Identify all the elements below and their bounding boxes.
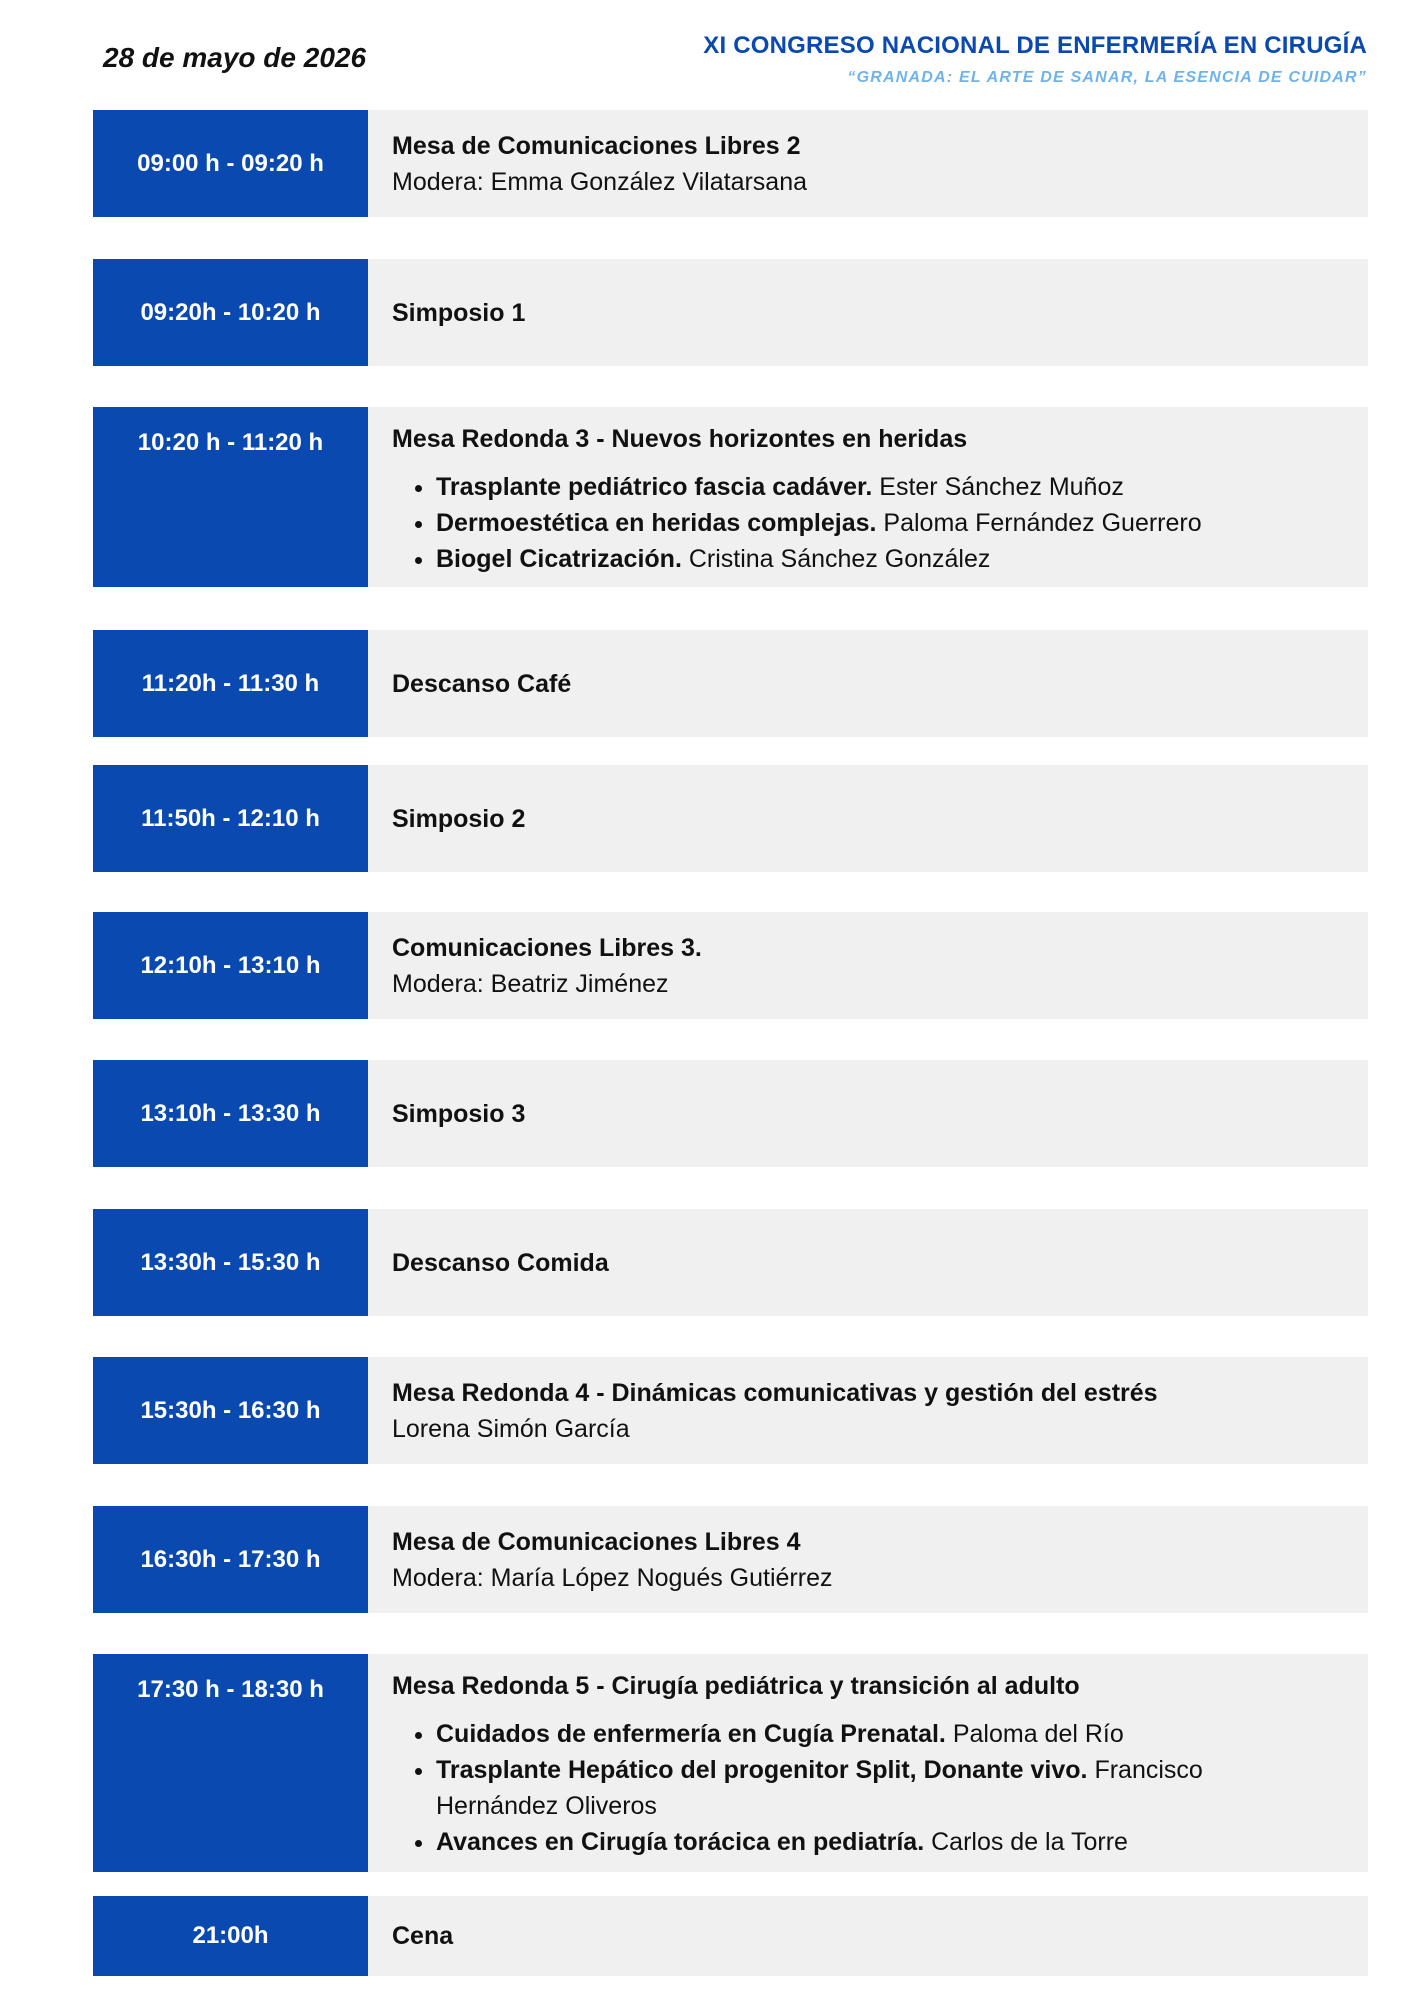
schedule-row [93, 407, 1368, 587]
list-item [436, 505, 1368, 541]
talk-speaker: Francisco Hernández Oliveros [436, 1756, 1203, 1820]
session-title: Simposio 2 [392, 804, 526, 833]
talk-list [392, 1716, 1368, 1860]
congress-title: XI CONGRESO NACIONAL DE ENFERMERÍA EN CIRUGÍA [703, 32, 1367, 59]
session-title: Mesa de Comunicaciones Libres 4 [392, 1527, 801, 1556]
congress-motto: “GRANADA: EL ARTE DE SANAR, LA ESENCIA DE CUIDAR” [847, 69, 1367, 86]
schedule-row [93, 1357, 1368, 1464]
schedule-row [93, 110, 1368, 217]
time-slot: 09:20h - 10:20 h [93, 259, 368, 366]
talk-topic: Trasplante pediátrico fascia cadáver. [436, 473, 873, 501]
talk-topic: Biogel Cicatrización. [436, 545, 682, 573]
session-moderator: Modera: María López Nogués Gutiérrez [392, 1563, 833, 1592]
time-slot: 12:10h - 13:10 h [93, 912, 368, 1019]
session-title: Cena [392, 1922, 454, 1950]
session-title: Mesa de Comunicaciones Libres 2 [392, 131, 801, 160]
talk-topic: Avances en Cirugía torácica en pediatría. [436, 1828, 925, 1856]
session-moderator: Modera: Beatriz Jiménez [392, 969, 669, 998]
talk-topic: Trasplante Hepático del progenitor Split, Donante vivo. [436, 1756, 1088, 1784]
list-item [436, 1716, 1368, 1752]
schedule-row [93, 1209, 1368, 1316]
session-title: Descanso Café [392, 669, 572, 698]
session-title: Mesa Redonda 3 - Nuevos horizontes en heridas [392, 425, 968, 453]
time-slot: 17:30 h - 18:30 h [93, 1654, 368, 1872]
schedule-row [93, 1506, 1368, 1613]
time-slot: 15:30h - 16:30 h [93, 1357, 368, 1464]
talk-speaker: Ester Sánchez Muñoz [879, 473, 1124, 501]
list-item [436, 541, 1368, 577]
talk-speaker: Paloma del Río [952, 1720, 1124, 1748]
talk-speaker: Cristina Sánchez González [688, 545, 991, 573]
time-slot: 09:00 h - 09:20 h [93, 110, 368, 217]
schedule-row [93, 1896, 1368, 1976]
time-slot: 13:10h - 13:30 h [93, 1060, 368, 1167]
talk-speaker: Paloma Fernández Guerrero [883, 509, 1202, 537]
schedule-row [93, 765, 1368, 872]
time-slot: 21:00h [93, 1896, 368, 1976]
time-slot: 11:50h - 12:10 h [93, 765, 368, 872]
time-slot: 10:20 h - 11:20 h [93, 407, 368, 587]
talk-list [392, 469, 1368, 577]
session-title: Descanso Comida [392, 1248, 609, 1277]
session-title: Mesa Redonda 4 - Dinámicas comunicativas y gestión del estrés [392, 1378, 1158, 1407]
session-speaker: Lorena Simón García [392, 1414, 630, 1443]
schedule-row [93, 259, 1368, 366]
time-slot: 11:20h - 11:30 h [93, 630, 368, 737]
list-item [436, 469, 1368, 505]
session-title: Mesa Redonda 5 - Cirugía pediátrica y transición al adulto [392, 1672, 1080, 1700]
list-item [436, 1752, 1368, 1824]
talk-topic: Cuidados de enfermería en Cugía Prenatal. [436, 1720, 946, 1748]
schedule-row [93, 1654, 1368, 1872]
time-slot: 16:30h - 17:30 h [93, 1506, 368, 1613]
session-moderator: Modera: Emma González Vilatarsana [392, 167, 808, 196]
session-title: Comunicaciones Libres 3. [392, 933, 702, 962]
schedule-row [93, 1060, 1368, 1167]
list-item [436, 1824, 1368, 1860]
date-heading: 28 de mayo de 2026 [103, 42, 367, 73]
time-slot: 13:30h - 15:30 h [93, 1209, 368, 1316]
schedule-row [93, 912, 1368, 1019]
schedule-row [93, 630, 1368, 737]
talk-topic: Dermoestética en heridas complejas. [436, 509, 877, 537]
talk-speaker: Carlos de la Torre [931, 1828, 1128, 1856]
session-title: Simposio 3 [392, 1099, 526, 1128]
session-title: Simposio 1 [392, 298, 526, 327]
